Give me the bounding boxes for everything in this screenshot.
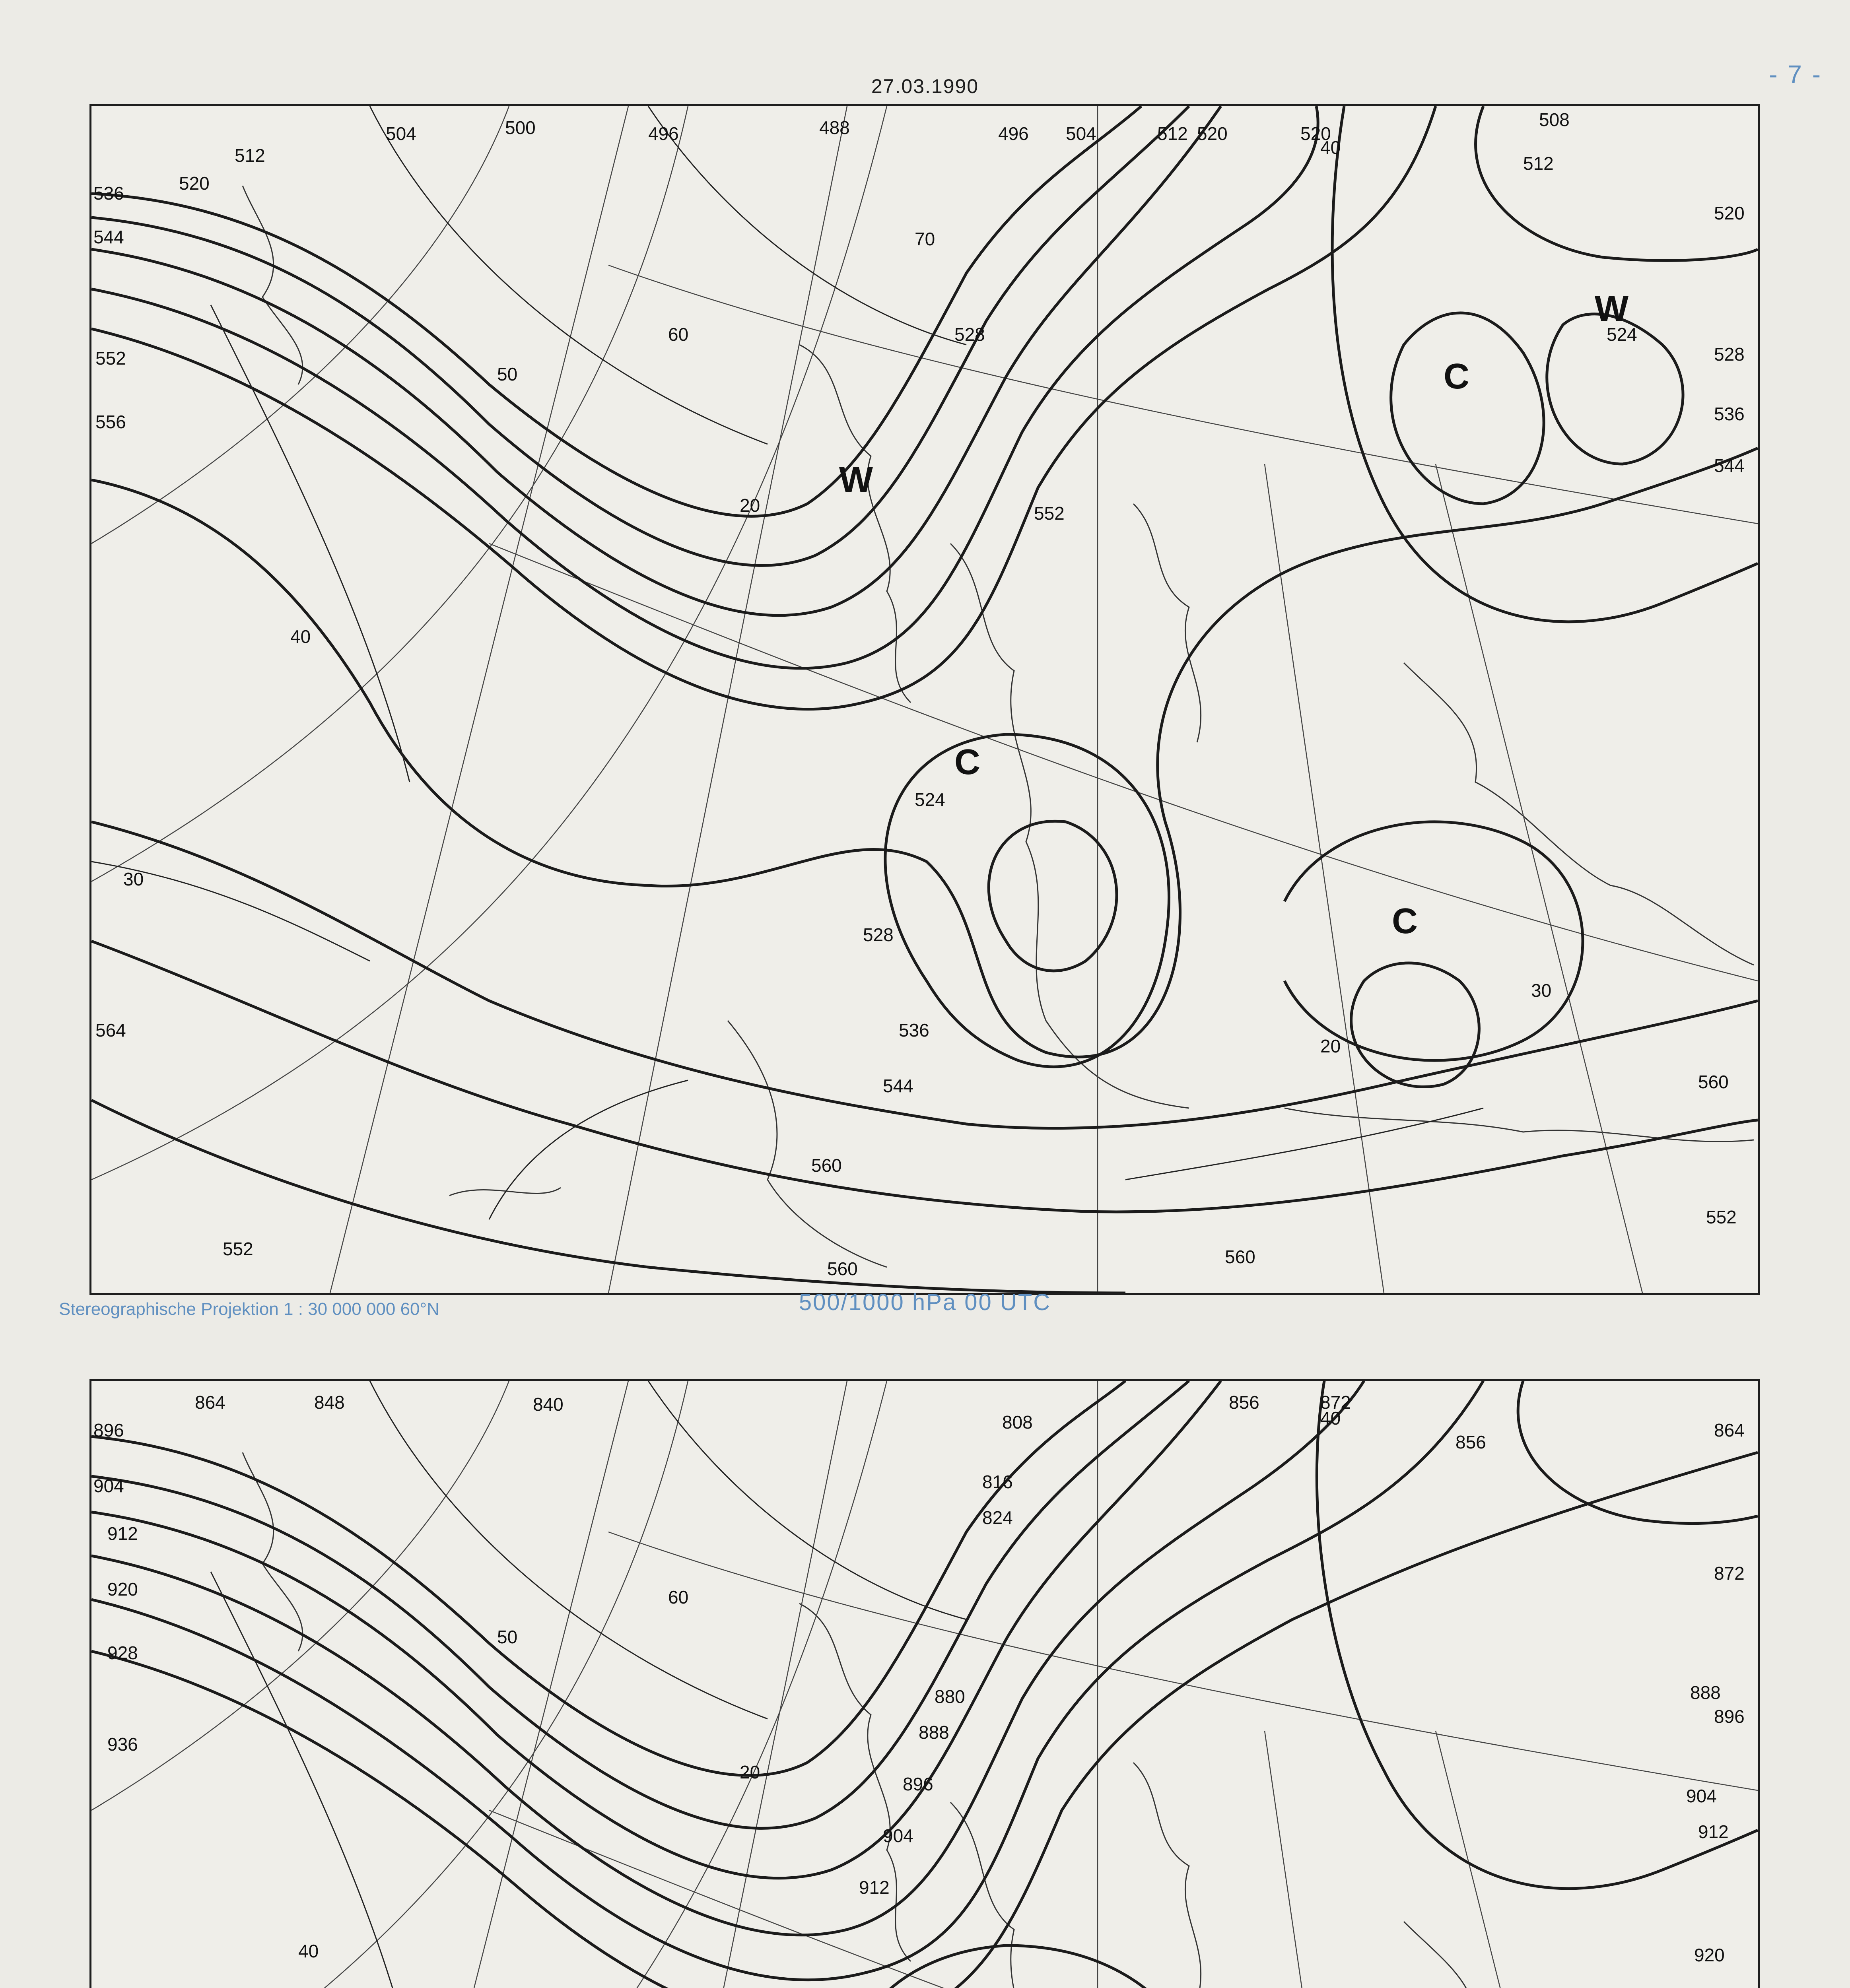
latitude-label: 40 (1320, 137, 1341, 158)
contour-label: 872 (1714, 1563, 1745, 1584)
contour-label: 508 (1539, 109, 1570, 130)
height-contours (91, 106, 1758, 1293)
latitude-label: 20 (1320, 1036, 1341, 1056)
contour-label: 552 (223, 1239, 253, 1259)
contour-label: 560 (827, 1258, 858, 1279)
contour-label: 880 (935, 1686, 965, 1707)
contour-label: 512 (1523, 153, 1554, 174)
contour-label: 520 (1197, 123, 1228, 144)
contour-label: 888 (1690, 1682, 1721, 1703)
cold-centre-symbol: C (954, 742, 980, 782)
contour-label: 808 (1002, 1412, 1033, 1433)
projection-note: Stereographische Projektion 1 : 30 000 000 60°N (59, 1299, 439, 1319)
contour-label: 888 (919, 1722, 949, 1743)
chart-date: 27.03.1990 (871, 75, 979, 97)
latitude-labels (123, 137, 1551, 1056)
warm-centre-symbol: W (1595, 289, 1628, 329)
latitude-label: 40 (290, 626, 311, 647)
contour-label: 552 (1706, 1207, 1737, 1227)
latitude-labels (123, 1408, 1567, 1988)
contour-label: 544 (93, 227, 124, 247)
latitude-label: 40 (1320, 1408, 1341, 1429)
latitude-label: 30 (1531, 980, 1552, 1001)
latitude-label: 70 (915, 229, 935, 249)
contour-label: 552 (95, 348, 126, 369)
latitude-label: 60 (668, 1587, 689, 1607)
contour-label: 840 (533, 1394, 564, 1415)
contour-label: 896 (93, 1420, 124, 1441)
contour-label: 896 (903, 1774, 933, 1794)
contour-label: 848 (314, 1392, 345, 1413)
contour-label: 560 (811, 1155, 842, 1176)
contour-label: 524 (915, 789, 945, 810)
contour-label: 500 (505, 117, 536, 138)
contour-label: 536 (93, 183, 124, 204)
latitude-label: 40 (298, 1941, 319, 1961)
cold-centre-symbol: C (1444, 357, 1469, 396)
map-500-1000-svg (91, 106, 1758, 1293)
contour-label: 904 (883, 1825, 913, 1846)
contour-labels (93, 109, 1745, 1279)
contour-label: 544 (1714, 455, 1745, 476)
graticule (91, 1381, 1758, 1988)
contour-label: 528 (954, 324, 985, 345)
contour-label: 560 (1225, 1246, 1255, 1267)
contour-label: 936 (107, 1734, 138, 1755)
latitude-label: 50 (497, 1627, 518, 1647)
contour-label: 856 (1229, 1392, 1259, 1413)
contour-label: 512 (1157, 123, 1188, 144)
height-contours (91, 1381, 1758, 1988)
contour-label: 904 (1686, 1786, 1717, 1806)
contour-label: 816 (982, 1472, 1013, 1492)
contour-label: 920 (107, 1579, 138, 1600)
contour-label: 504 (1066, 123, 1096, 144)
contour-label: 920 (1694, 1945, 1725, 1965)
contour-label: 524 (1607, 324, 1637, 345)
contour-label: 520 (1714, 203, 1745, 223)
contour-label: 824 (982, 1507, 1013, 1528)
contour-label: 904 (93, 1475, 124, 1496)
contour-label: 488 (819, 117, 850, 138)
latitude-label: 30 (123, 869, 144, 889)
contour-label: 912 (859, 1877, 890, 1898)
contour-label: 496 (998, 123, 1029, 144)
thickness-isolines (91, 106, 1483, 1219)
contour-label: 512 (235, 145, 265, 166)
contour-label: 872 (1320, 1392, 1351, 1413)
coastlines (243, 1452, 1754, 1988)
graticule (91, 106, 1758, 1293)
contour-label: 560 (1698, 1072, 1729, 1092)
contour-label: 564 (95, 1020, 126, 1041)
latitude-label: 60 (668, 324, 689, 345)
coastlines (243, 186, 1754, 1267)
contour-label: 528 (863, 924, 894, 945)
warm-centre-symbol: W (839, 460, 873, 500)
contour-label: 520 (179, 173, 210, 194)
contour-label: 528 (1714, 344, 1745, 365)
latitude-label: 20 (740, 495, 760, 516)
contour-labels (93, 1392, 1745, 1988)
contour-label: 496 (648, 123, 679, 144)
contour-label: 504 (386, 123, 416, 144)
contour-label: 864 (195, 1392, 225, 1413)
contour-label: 928 (107, 1642, 138, 1663)
map-300-hpa (89, 1379, 1760, 1988)
cold-centre-symbol: C (1392, 901, 1418, 941)
map-300-svg (91, 1381, 1758, 1988)
map-500-1000-hpa (89, 104, 1760, 1295)
contour-label: 556 (95, 412, 126, 432)
contour-label: 912 (107, 1523, 138, 1544)
contour-label: 552 (1034, 503, 1065, 524)
map-caption-500-1000: 500/1000 hPa 00 UTC (799, 1289, 1051, 1315)
contour-label: 856 (1456, 1432, 1486, 1452)
contour-label: 864 (1714, 1420, 1745, 1441)
contour-label: 536 (899, 1020, 929, 1041)
contour-label: 536 (1714, 404, 1745, 424)
latitude-label: 20 (740, 1762, 760, 1782)
page-number: - 7 - (1769, 60, 1822, 89)
contour-label: 896 (1714, 1706, 1745, 1727)
contour-label: 520 (1300, 123, 1331, 144)
latitude-label: 50 (497, 364, 518, 384)
contour-label: 912 (1698, 1821, 1729, 1842)
contour-label: 544 (883, 1076, 913, 1096)
